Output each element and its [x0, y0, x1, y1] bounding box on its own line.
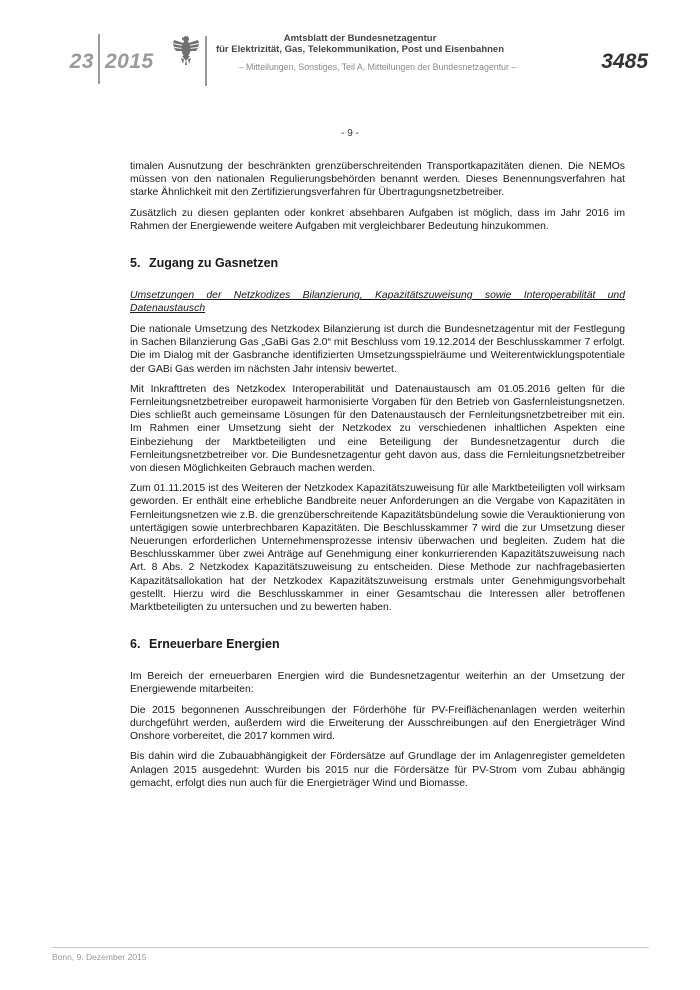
paragraph: Zusätzlich zu diesen geplanten oder konkret absehbaren Aufgaben ist möglich, dass im Jahr 2016 im Rahmen der Energiewende weitere Aufgaben mit vergleichbarer Bedeutung hinzukommen. [130, 207, 625, 232]
paragraph: Im Bereich der erneuerbaren Energien wird die Bundesnetzagentur weiterhin an der Umsetzung der Energiewende mitarbeiten: [130, 671, 625, 696]
paragraph: Zum 01.11.2015 ist des Weiteren der Netzkodex Kapazitätszuweisung für alle Marktbeteiligten voll wirksam geworden. Er enthält eine erhebliche Bandbreite neuer Anforderungen an die Vergabe von Kapazitäten in Fernleitungsnetzen wie z.B. die grenzüberschreitende Kapazitätsbündelung sowie die Verauktionierung von untertägigen sowie unterbrechbaren Kapazitäten. Die Beschlusskammer 7 wird die zur Umsetzung dieser Neuerungen erforderlichen Unternehmensprozesse intensiv überwachen und begleiten. Zudem hat die Beschlusskammer über zwei Anträge auf Genehmigung einer konkurrierenden Kapazitätszuweisung nach Art. 8 Abs. 2 Netzkodex Kapazitätszuweisung zu entscheiden. Diese Methode zur nachfragebasierten Kapazitätsallokation hat der Netzkodex Kapazitätszuweisung erstmals unter Genehmigungsvorbehalt gestellt. Hierzu wird die Beschlusskammer in einer Gesamtschau die Interessen aller betroffenen Marktbeteiligten zu untersuchen und zu bewerten haben. [130, 483, 625, 614]
paragraph: Die nationale Umsetzung des Netzkodex Bilanzierung ist durch die Bundesnetzagentur mit der Festlegung in Sachen Bilanzierung Gas „GaBi Gas 2.0“ mit Beschluss vom 19.12.2014 der Beschlusskammer 7 erfolgt. Die im Dialog mit der Gasbranche identifizierten Umsetzungsspielräume und Weiterentwicklungspotentiale der GABi Gas werden im nächsten Jahr intensiv bewertet. [130, 324, 625, 375]
paragraph: Die 2015 begonnenen Ausschreibungen der Förderhöhe für PV-Freiflächenanlagen werden weiterhin durchgeführt werden, außerdem wird die Erweiterung der Ausschreibungen auf den Energieträger Wind Onshore vorbereitet, die 2017 kommen wird. [130, 704, 625, 743]
footer-date: Bonn, 9. Dezember 2015 [52, 952, 147, 962]
section-heading-renewables [130, 637, 625, 651]
issue-number: 23 [69, 50, 94, 73]
issue-divider [98, 34, 100, 84]
section-title: Zugang zu Gasnetzen [149, 256, 279, 271]
paragraph: Bis dahin wird die Zubauabhängigkeit der Fördersätze auf Grundlage der im Anlagenregister gemeldeten Anlagen 2015 ausgedehnt: Wurden bis 2015 nur die Fördersätze für PV-Strom vom Zubau abhängig gemacht, erfolgt dies nun auch für die Energieträger Wind und Biomasse. [130, 751, 625, 789]
paragraph: timalen Ausnutzung der beschränkten grenzüberschreitenden Transportkapazitäten dienen. Die NEMOs müssen von den nationalen Regulierungsbehörden benannt werden. Dieses Benennungsverfahren hat starke Ähnlichkeit mit den Zertifizierungsverfahren für Übertragungsnetzbetreiber. [130, 161, 625, 199]
inner-page-number: - 9 - [341, 128, 359, 139]
section-number: 6. [130, 637, 141, 652]
footer-divider [52, 947, 649, 948]
subsection-heading: Umsetzungen der Netzkodizes Bilanzierung, Kapazitätszuweisung sowie Interoperabilität und Datenaustausch [130, 290, 625, 315]
gazette-subtitle: – Mitteilungen, Sonstiges, Teil A, Mitteilungen der Bundesnetzagentur – [238, 62, 517, 72]
gazette-title-line1: Amtsblatt der Bundesnetzagentur [283, 33, 437, 44]
section-number: 5. [130, 256, 141, 271]
section-title: Erneuerbare Energien [149, 637, 280, 652]
gazette-title-line2: für Elektrizität, Gas, Telekommunikation, Post und Eisenbahnen [215, 44, 505, 55]
document-body [130, 160, 625, 797]
section-heading-gas [130, 256, 625, 270]
federal-eagle-icon [172, 34, 200, 66]
gazette-title [210, 33, 510, 55]
issue-year: 2015 [105, 50, 154, 73]
paragraph: Mit Inkrafttreten des Netzkodex Interoperabilität und Datenaustausch am 01.05.2016 gelten für die Fernleitungsnetzbetreiber europaweit harmonisierte Vorgaben für den Betrieb von Gasfernleistungsnetzen. Dies schließt auch gemeinsame Lösungen für den Datenaustausch der Fernleitungsnetzbetreiber mit ein. Im Rahmen einer Umsetzung sieht der Netzkodex zu verschiedenen inhaltlichen Aspekten eine Einbeziehung der Marktbeteiligten und eine Beteiligung der Bundesnetzagentur durch die Fernleitungsnetzbetreiber vor. Die Bundesnetzagentur geht davon aus, dass die Fernleitungsnetzbetreiber von diesen Möglichkeiten Gebrauch machen werden. [130, 383, 625, 475]
gazette-page-number: 3485 [601, 50, 648, 73]
header-divider [205, 36, 207, 86]
